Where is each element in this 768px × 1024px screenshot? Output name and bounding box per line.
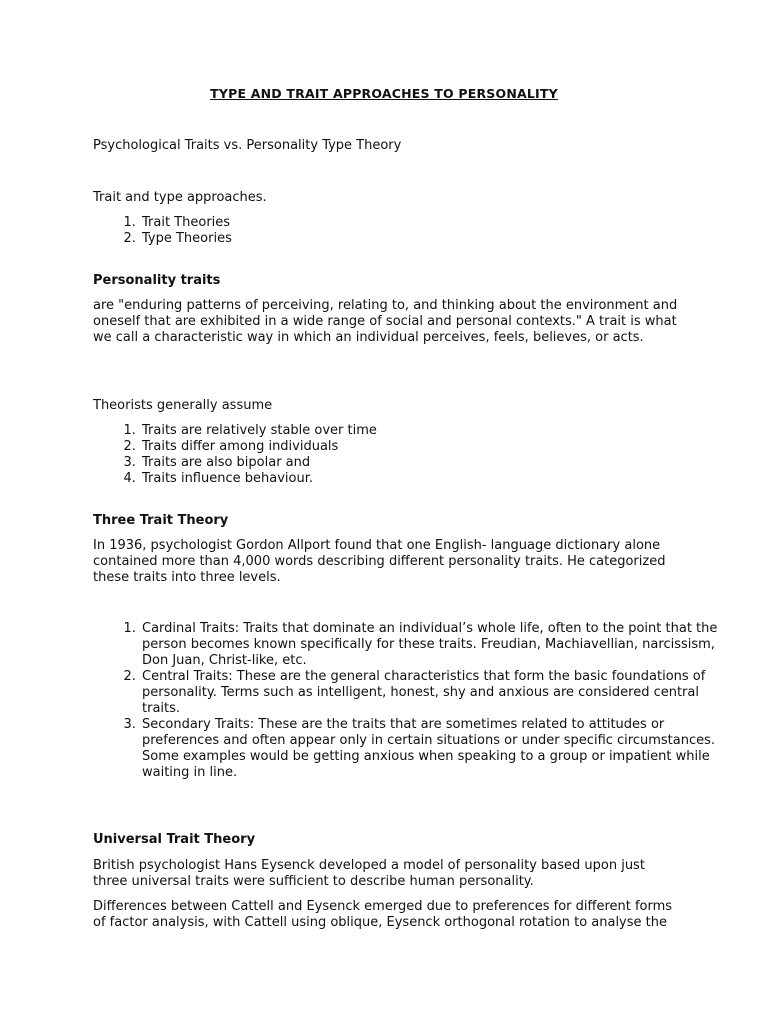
list-item: 3. Secondary Traits: These are the traits that are sometimes related to attitudes or preferences and often appear only in certain situations or under specific circumstances. Some examples would be getting anxious when speaking to a group or impatient while waiting in line. xyxy=(140,717,730,781)
list-item: 2. Traits differ among individuals xyxy=(140,439,730,455)
three-trait-theory-heading: Three Trait Theory xyxy=(93,513,229,528)
universal-trait-theory-text-1: British psychologist Hans Eysenck developed a model of personality based upon just three universal traits were sufficient to describe human personality. xyxy=(93,858,645,889)
three-trait-theory-text: In 1936, psychologist Gordon Allport found that one English- language dictionary alone contained more than 4,000 words describing different personality traits. He categorized these traits into three levels. xyxy=(93,538,666,585)
list-item: 4. Traits influence behaviour. xyxy=(140,471,730,487)
list-item: 2. Central Traits: These are the general characteristics that form the basic foundations of personality. Terms such as intelligent, honest, shy and anxious are considered central traits. xyxy=(140,669,730,717)
approaches-intro: Trait and type approaches. xyxy=(93,190,267,205)
list-item: 1. Traits are relatively stable over time xyxy=(140,423,730,439)
list-item: 1. Cardinal Traits: Traits that dominate an individual’s whole life, often to the point that the person becomes known specifically for these traits. Freudian, Machiavellian, narcissism, Don Juan, Christ-like, etc. xyxy=(140,621,730,669)
assumptions-list xyxy=(93,423,730,487)
assumptions-intro: Theorists generally assume xyxy=(93,398,273,413)
list-item: 2. Type Theories xyxy=(140,231,730,247)
personality-traits-heading: Personality traits xyxy=(93,273,221,288)
list-item: 1. Trait Theories xyxy=(140,215,730,231)
trait-levels-list xyxy=(93,621,730,781)
document-title: TYPE AND TRAIT APPROACHES TO PERSONALITY xyxy=(210,86,558,101)
universal-trait-theory-heading: Universal Trait Theory xyxy=(93,832,256,847)
list-item: 3. Traits are also bipolar and xyxy=(140,455,730,471)
document-subtitle: Psychological Traits vs. Personality Type Theory xyxy=(93,138,402,153)
approaches-list xyxy=(93,215,730,247)
personality-traits-definition: are "enduring patterns of perceiving, relating to, and thinking about the environment and oneself that are exhibited in a wide range of social and personal contexts." A trait is what we call a characteristic way in which an individual perceives, feels, believes, or acts. xyxy=(93,298,678,345)
universal-trait-theory-text-2: Differences between Cattell and Eysenck emerged due to preferences for different forms of factor analysis, with Cattell using oblique, Eysenck orthogonal rotation to analyse the xyxy=(93,899,673,930)
